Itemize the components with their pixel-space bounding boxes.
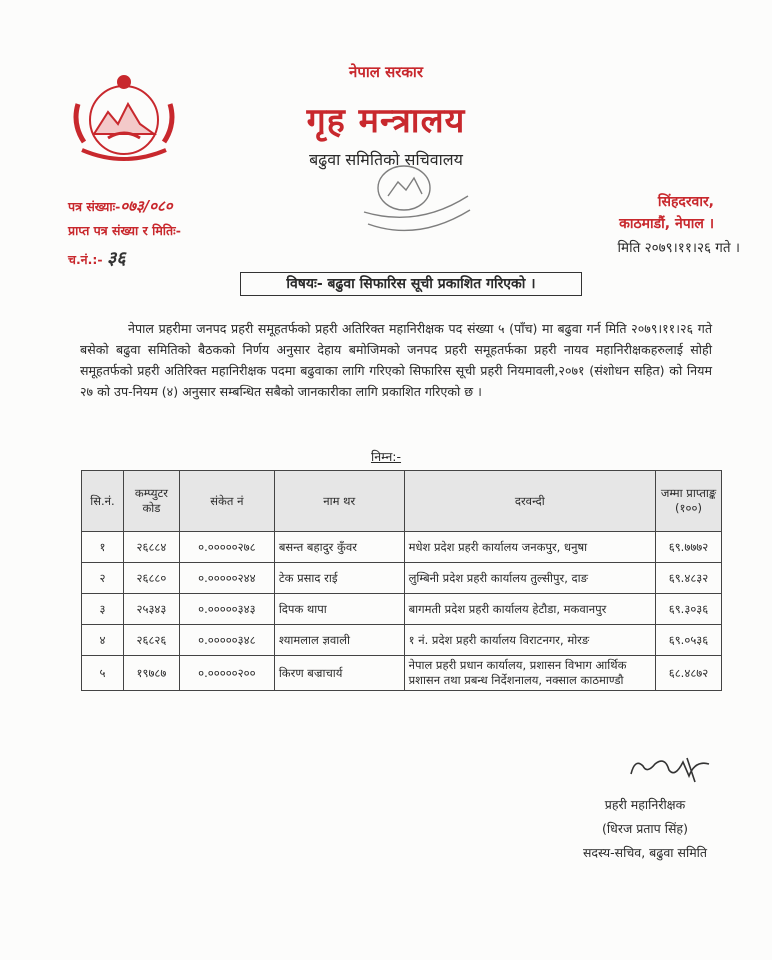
recommendation-table bbox=[81, 470, 722, 691]
cell-code: २६८८० bbox=[123, 563, 179, 594]
signatory-block bbox=[560, 793, 730, 865]
body-paragraph: नेपाल प्रहरीमा जनपद प्रहरी समूहतर्फको प्रहरी अतिरिक्त महानिरीक्षक पद संख्या ५ (पाँच) मा बढुवा गर्न मिति २०७९।११।२६ गते बसेको बढुवा समितिको बैठकको निर्णय अनुसार देहाय बमोजिमको जनपद प्रहरी समूहतर्फका प्रहरी नायव महानिरीक्षकहरुलाई सोही समूहतर्फको प्रहरी अतिरिक्त महानिरीक्षक पदमा बढुवाका लागि गरिएको सिफारिस सूची प्रहरी नियमावली,२०७१ (संशोधन सहित) को नियम २७ को उप-नियम (४) अनुसार सम्बन्धित सबैको जानकारीका लागि प्रकाशित गरिएको छ । bbox=[80, 321, 712, 399]
cell-code: २६८२६ bbox=[123, 625, 179, 656]
cell-symbol: ०.०००००३४३ bbox=[179, 594, 274, 625]
cell-marks: ६९.३०३६ bbox=[656, 594, 722, 625]
cell-office: लुम्बिनी प्रदेश प्रहरी कार्यालय तुल्सीपुर, दाङ bbox=[404, 563, 655, 594]
cell-office: मधेश प्रदेश प्रहरी कार्यालय जनकपुर, धनुषा bbox=[404, 532, 655, 563]
cell-symbol: ०.०००००२४४ bbox=[179, 563, 274, 594]
cell-serial: २ bbox=[82, 563, 124, 594]
cell-code: १९७८७ bbox=[123, 656, 179, 691]
cell-office: नेपाल प्रहरी प्रधान कार्यालय, प्रशासन विभाग आर्थिक प्रशासन तथा प्रबन्ध निर्देशनालय, नक्साल काठमाण्डौ bbox=[404, 656, 655, 691]
cell-name: श्यामलाल ज्ञवाली bbox=[274, 625, 404, 656]
cell-code: २५३४३ bbox=[123, 594, 179, 625]
header-office: दरवन्दी bbox=[404, 471, 655, 532]
cell-serial: ३ bbox=[82, 594, 124, 625]
list-heading: निम्न:- bbox=[370, 449, 402, 464]
cell-serial: १ bbox=[82, 532, 124, 563]
table-row bbox=[82, 625, 722, 656]
ministry-name: गृह मन्त्रालय bbox=[306, 101, 466, 141]
address-line-2: काठमाडौं, नेपाल । bbox=[619, 216, 714, 232]
signatory-role: सदस्य-सचिव, बढुवा समिति bbox=[582, 845, 708, 860]
cell-name: दिपक थापा bbox=[274, 594, 404, 625]
cell-name: टेक प्रसाद राई bbox=[274, 563, 404, 594]
header-computer-code: कम्प्युटर कोड bbox=[123, 471, 179, 532]
letter-date: मिति २०७९।११।२६ गते । bbox=[617, 240, 740, 256]
secretariat-name: बढुवा समितिको सचिवालय bbox=[309, 150, 463, 169]
cell-serial: ५ bbox=[82, 656, 124, 691]
table-row bbox=[82, 594, 722, 625]
cell-office: १ नं. प्रदेश प्रहरी कार्यालय विराटनगर, मोरङ bbox=[404, 625, 655, 656]
cell-office: बागमती प्रदेश प्रहरी कार्यालय हेटौडा, मकवानपुर bbox=[404, 594, 655, 625]
cell-name: किरण बज्राचार्य bbox=[274, 656, 404, 691]
cell-serial: ४ bbox=[82, 625, 124, 656]
table-row bbox=[82, 563, 722, 594]
received-letter-label: प्राप्त पत्र संख्या र मितिः- bbox=[68, 223, 181, 238]
cell-marks: ६९.०५३६ bbox=[656, 625, 722, 656]
dispatch-number: च.नं.:- ३६ bbox=[68, 248, 126, 269]
subject-line: विषयः- बढुवा सिफारिस सूची प्रकाशित गरिएको । bbox=[240, 272, 582, 296]
cell-symbol: ०.०००००३४८ bbox=[179, 625, 274, 656]
address-line-1: सिंहदरवार, bbox=[657, 194, 714, 210]
cell-marks: ६९.७७७२ bbox=[656, 532, 722, 563]
cell-marks: ६८.४८७२ bbox=[656, 656, 722, 691]
cell-marks: ६९.४८३२ bbox=[656, 563, 722, 594]
table-row bbox=[82, 532, 722, 563]
government-name: नेपाल सरकार bbox=[349, 63, 423, 81]
signatory-title: प्रहरी महानिरीक्षक bbox=[604, 797, 686, 812]
signature-icon bbox=[625, 752, 715, 786]
header-name: नाम थर bbox=[274, 471, 404, 532]
header-serial: सि.नं. bbox=[82, 471, 124, 532]
ministry-stamp-icon bbox=[358, 154, 478, 238]
letter-number: पत्र संख्याः-०७३/०८० bbox=[68, 197, 173, 215]
header-symbol-number: संकेत नं bbox=[179, 471, 274, 532]
signatory-name: (धिरज प्रताप सिंह) bbox=[602, 821, 688, 836]
table-header-row bbox=[82, 471, 722, 532]
cell-name: बसन्त बहादुर कुँवर bbox=[274, 532, 404, 563]
cell-symbol: ०.०००००२७८ bbox=[179, 532, 274, 563]
cell-symbol: ०.०००००२०० bbox=[179, 656, 274, 691]
header-total-marks: जम्मा प्राप्ताङ्क (१००) bbox=[656, 471, 722, 532]
table-row bbox=[82, 656, 722, 691]
cell-code: २६८८४ bbox=[123, 532, 179, 563]
